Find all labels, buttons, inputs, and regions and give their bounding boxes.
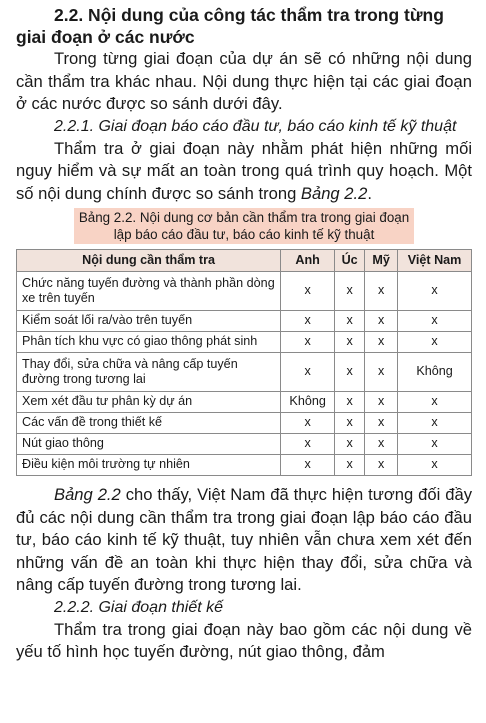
table-row <box>17 434 472 455</box>
cell-usa: x <box>365 434 398 455</box>
caption-line-2: lập báo cáo đầu tư, báo cáo kinh tế kỹ thuật <box>113 227 375 242</box>
cell-usa: x <box>365 455 398 476</box>
table-row <box>17 272 472 311</box>
cell-vietnam: x <box>398 332 472 353</box>
caption-line-1: Bảng 2.2. Nội dung cơ bản cần thẩm tra trong giai đoạn <box>78 210 410 225</box>
cell-usa: x <box>365 353 398 392</box>
table-row <box>17 392 472 413</box>
cell-vietnam: x <box>398 434 472 455</box>
intro-paragraph: Trong từng giai đoạn của dự án sẽ có những nội dung cần thẩm tra khác nhau. Nội dung thực hiện tại các giai đoạn ở các nước được so sánh dưới đây. <box>16 49 472 113</box>
cell-australia: x <box>335 311 365 332</box>
cell-australia: x <box>335 392 365 413</box>
table-row <box>17 311 472 332</box>
cell-vietnam: x <box>398 392 472 413</box>
row-label: Xem xét đầu tư phân kỳ dự án <box>17 392 281 413</box>
cell-usa: x <box>365 332 398 353</box>
cell-australia: x <box>335 455 365 476</box>
row-label: Nút giao thông <box>17 434 281 455</box>
paragraph-stage-1-text: Thẩm tra ở giai đoạn này nhằm phát hiện những mối nguy hiểm và sự mất an toàn trong quá trình quy hoạch. Một số nội dung chính được so sánh trong <box>16 138 472 203</box>
cell-usa: x <box>365 392 398 413</box>
cell-uk: x <box>281 413 335 434</box>
cell-uk: x <box>281 332 335 353</box>
header-uk: Anh <box>281 250 335 272</box>
header-australia: Úc <box>335 250 365 272</box>
table-row <box>17 353 472 392</box>
table-row <box>17 413 472 434</box>
cell-uk: x <box>281 434 335 455</box>
cell-usa: x <box>365 272 398 311</box>
header-vietnam: Việt Nam <box>398 250 472 272</box>
cell-uk: Không <box>281 392 335 413</box>
paragraph-table-summary-text: cho thấy, Việt Nam đã thực hiện tương đối đầy đủ các nội dung cần thẩm tra trong giai đoạn lập báo cáo đầu tư, báo cáo kinh tế kỹ thuật, tuy nhiên vẫn chưa xem xét đến những vấn đề an toàn khi thực hiện thay đổi, sửa chữa và nâng cấp tuyến đường trong tương lai. <box>16 485 472 594</box>
cell-usa: x <box>365 311 398 332</box>
cell-uk: x <box>281 455 335 476</box>
row-label: Thay đổi, sửa chữa và nâng cấp tuyến đường trong tương lai <box>17 353 281 392</box>
subsection-heading-2-2-1: 2.2.1. Giai đoạn báo cáo đầu tư, báo cáo kinh tế kỹ thuật <box>54 117 457 135</box>
section-heading: 2.2. Nội dung của công tác thẩm tra trong từng giai đoạn ở các nước <box>16 5 444 47</box>
row-label: Chức năng tuyến đường và thành phần dòng xe trên tuyến <box>17 272 281 311</box>
paragraph-stage-1-end: . <box>367 183 372 203</box>
cell-australia: x <box>335 332 365 353</box>
header-usa: Mỹ <box>365 250 398 272</box>
cell-vietnam: Không <box>398 353 472 392</box>
cell-uk: x <box>281 272 335 311</box>
header-content: Nội dung cần thẩm tra <box>17 250 281 272</box>
cell-australia: x <box>335 272 365 311</box>
row-label: Kiểm soát lối ra/vào trên tuyến <box>17 311 281 332</box>
table-caption-highlight <box>74 208 414 244</box>
cell-uk: x <box>281 311 335 332</box>
table-row <box>17 455 472 476</box>
cell-australia: x <box>335 434 365 455</box>
cell-australia: x <box>335 353 365 392</box>
paragraph-table-summary <box>16 484 472 597</box>
cell-vietnam: x <box>398 413 472 434</box>
table-reference: Bảng 2.2 <box>54 485 121 504</box>
cell-usa: x <box>365 413 398 434</box>
cell-vietnam: x <box>398 311 472 332</box>
table-header-row <box>17 250 472 272</box>
row-label: Điều kiện môi trường tự nhiên <box>17 455 281 476</box>
row-label: Phân tích khu vực có giao thông phát sinh <box>17 332 281 353</box>
comparison-table <box>16 249 472 476</box>
cell-vietnam: x <box>398 455 472 476</box>
cell-vietnam: x <box>398 272 472 311</box>
table-reference: Bảng 2.2 <box>300 183 368 203</box>
table-row <box>17 332 472 353</box>
subsection-heading-2-2-2: 2.2.2. Giai đoạn thiết kế <box>54 598 223 616</box>
paragraph-stage-1 <box>16 138 472 206</box>
cell-uk: x <box>281 353 335 392</box>
paragraph-design-stage: Thẩm tra trong giai đoạn này bao gồm các nội dung về yếu tố hình học tuyến đường, nút giao thông, đảm <box>16 619 472 661</box>
table-caption <box>16 208 472 244</box>
cell-australia: x <box>335 413 365 434</box>
row-label: Các vấn đề trong thiết kế <box>17 413 281 434</box>
